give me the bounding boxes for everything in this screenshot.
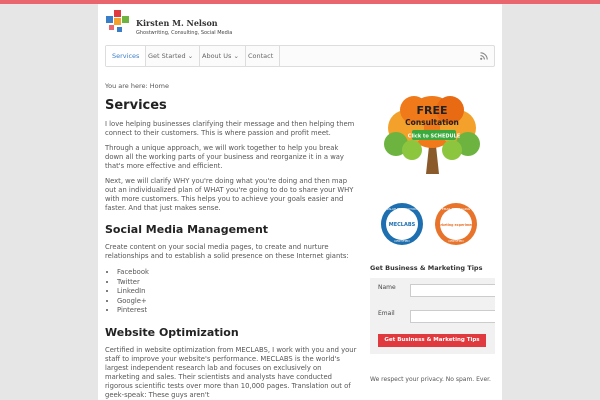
badge-brand-text: marketing experiments [434,223,478,227]
newsletter-title: Get Business & Marketing Tips [370,264,483,272]
name-field[interactable] [410,284,495,297]
name-label: Name [378,284,396,291]
rss-icon[interactable] [480,52,488,60]
site-title[interactable]: Kirsten M. Nelson [136,18,218,28]
banner-schedule-text: Click to SCHEDULE [407,133,461,140]
intro-paragraph: Next, we will clarify WHY you're doing what you're doing and then map out an individualized plan of WHAT you're going to do to share your WHY with more customers. This helps you to achieve your goals easier and faster. And that just makes sense. [105,177,354,212]
badge-sub-text: CERTIFIED [448,239,464,243]
nav-services[interactable]: Services [106,46,146,66]
intro-paragraph: Through a unique approach, we will work together to help you break down all the working parts of your business and reorganize it in a way that's more effective and efficient. [105,144,344,170]
main-content [105,82,357,400]
nav-get-started[interactable]: Get Started ⌄ [142,46,200,66]
nav-contact[interactable]: Contact [242,46,280,66]
badge-top-text: EMAIL MESSAGING [441,207,471,211]
site-tagline: Ghostwriting, Consulting, Social Media [136,30,233,36]
email-field[interactable] [410,310,495,323]
list-item: • Pinterest [117,306,357,316]
marketing-experiments-badge [434,202,478,246]
website-optimization-text: Certified in website optimization from MECLABS, I work with you and your staff to improve your website's performance. MECLABS is the world's largest independent research lab and focuses on exclusively on marketing and sales. Their scientists and analysts have conducted rigorous scientific tests over more than 10,000 pages. Translation out of geek-speak: These guys aren't [105,345,357,399]
nav-about-us[interactable]: About Us ⌄ [196,46,246,66]
subscribe-button[interactable]: Get Business & Marketing Tips [378,334,486,347]
list-item: • Twitter [117,278,357,288]
social-network-list [117,268,357,316]
badge-brand-text: MECLABS [388,222,416,228]
free-consultation-banner[interactable] [376,94,488,174]
breadcrumb: You are here: Home [105,82,169,90]
banner-free-text: FREE [416,104,448,117]
list-item: • Facebook [117,268,357,278]
page-container [98,4,502,400]
banner-consultation-text: Consultation [405,118,459,127]
site-logo[interactable] [106,10,130,38]
newsletter-form [370,278,495,354]
social-media-heading: Social Media Management [105,223,269,236]
list-item: • Google+ [117,297,357,307]
privacy-note: We respect your privacy. No spam. Ever. [370,376,491,383]
email-label: Email [378,310,395,317]
list-item: • LinkedIn [117,287,357,297]
badge-top-text: VALUE PROPOSITION [386,207,418,211]
page-title: Services [105,98,167,113]
main-navigation [105,45,495,67]
badge-sub-text: CERTIFIED [394,239,410,243]
meclabs-certification-badge [380,202,424,246]
intro-paragraph: I love helping businesses clarifying their message and then helping them connect to their customers. This is where passion and profit meet. [105,120,355,137]
social-media-text: Create content on your social media pages, to create and nurture relationships and to establish a solid presence on these Internet giants: [105,243,349,260]
website-optimization-heading: Website Optimization [105,325,239,339]
